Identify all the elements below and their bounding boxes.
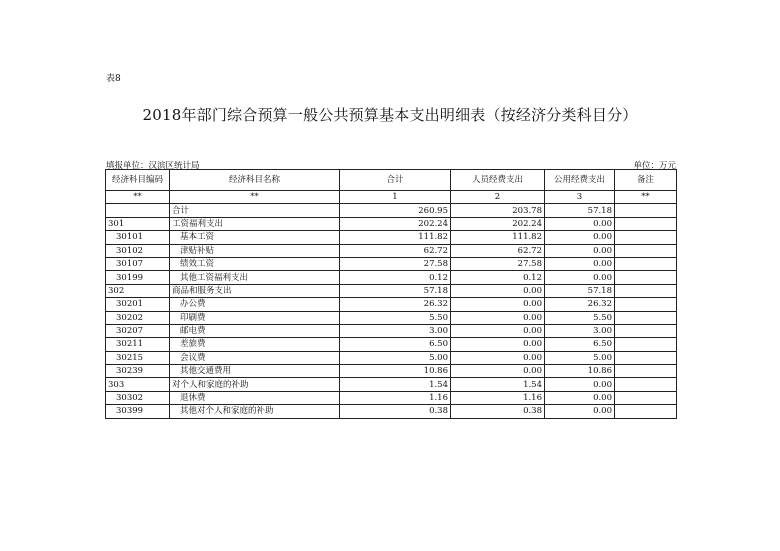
name-cell: 其他工资福利支出 bbox=[170, 271, 340, 284]
public-cell: 10.86 bbox=[545, 365, 615, 378]
header-note: 备注 bbox=[615, 170, 677, 191]
code-cell: 30207 bbox=[106, 324, 170, 337]
code-cell: 30199 bbox=[106, 271, 170, 284]
personnel-cell: 0.00 bbox=[451, 338, 545, 351]
table-row bbox=[106, 311, 677, 324]
personnel-cell: 62.72 bbox=[451, 244, 545, 257]
personnel-cell: 0.00 bbox=[451, 365, 545, 378]
personnel-cell: 27.58 bbox=[451, 257, 545, 270]
code-cell: 302 bbox=[106, 284, 170, 297]
name-cell: 退休费 bbox=[170, 391, 340, 404]
code-cell: 30239 bbox=[106, 365, 170, 378]
public-cell: 57.18 bbox=[545, 284, 615, 297]
note-cell bbox=[615, 271, 677, 284]
public-cell: 5.50 bbox=[545, 311, 615, 324]
personnel-cell: 1.16 bbox=[451, 391, 545, 404]
code-cell: 30102 bbox=[106, 244, 170, 257]
public-cell: 0.00 bbox=[545, 271, 615, 284]
code-cell: 301 bbox=[106, 217, 170, 230]
total-cell: 0.12 bbox=[340, 271, 451, 284]
table-header-row bbox=[106, 170, 677, 191]
name-cell: 绩效工资 bbox=[170, 257, 340, 270]
table-row bbox=[106, 231, 677, 244]
table-row bbox=[106, 324, 677, 337]
note-cell bbox=[615, 257, 677, 270]
note-cell bbox=[615, 244, 677, 257]
table-row bbox=[106, 284, 677, 297]
code-cell: 30215 bbox=[106, 351, 170, 364]
table-row bbox=[106, 405, 677, 418]
index-cell: 3 bbox=[545, 191, 615, 204]
personnel-cell: 1.54 bbox=[451, 378, 545, 391]
table-row bbox=[106, 257, 677, 270]
public-cell: 0.00 bbox=[545, 405, 615, 418]
public-cell: 0.00 bbox=[545, 231, 615, 244]
code-cell: 30101 bbox=[106, 231, 170, 244]
personnel-cell: 0.00 bbox=[451, 311, 545, 324]
index-row bbox=[106, 191, 677, 204]
expenditure-table bbox=[105, 169, 677, 419]
public-cell: 3.00 bbox=[545, 324, 615, 337]
note-cell bbox=[615, 311, 677, 324]
note-cell bbox=[615, 365, 677, 378]
public-cell: 0.00 bbox=[545, 244, 615, 257]
table-row bbox=[106, 204, 677, 217]
public-cell: 57.18 bbox=[545, 204, 615, 217]
name-cell: 工资福利支出 bbox=[170, 217, 340, 230]
public-cell: 0.00 bbox=[545, 257, 615, 270]
note-cell bbox=[615, 378, 677, 391]
total-cell: 5.00 bbox=[340, 351, 451, 364]
public-cell: 0.00 bbox=[545, 378, 615, 391]
page-title: 2018年部门综合预算一般公共预算基本支出明细表（按经济分类科目分） bbox=[142, 106, 638, 124]
reporting-unit: 填报单位：汉滨区统计局 bbox=[106, 161, 200, 171]
table-row bbox=[106, 391, 677, 404]
name-cell: 其他交通费用 bbox=[170, 365, 340, 378]
personnel-cell: 0.00 bbox=[451, 324, 545, 337]
total-cell: 27.58 bbox=[340, 257, 451, 270]
currency-unit: 单位：万元 bbox=[633, 161, 676, 171]
code-cell: 30107 bbox=[106, 257, 170, 270]
name-cell: 印刷费 bbox=[170, 311, 340, 324]
public-cell: 5.00 bbox=[545, 351, 615, 364]
total-cell: 26.32 bbox=[340, 298, 451, 311]
total-cell: 57.18 bbox=[340, 284, 451, 297]
index-cell: ** bbox=[170, 191, 340, 204]
public-cell: 0.00 bbox=[545, 217, 615, 230]
note-cell bbox=[615, 231, 677, 244]
personnel-cell: 0.00 bbox=[451, 298, 545, 311]
table-row bbox=[106, 378, 677, 391]
table-row bbox=[106, 351, 677, 364]
name-cell: 合计 bbox=[170, 204, 340, 217]
total-cell: 202.24 bbox=[340, 217, 451, 230]
total-cell: 62.72 bbox=[340, 244, 451, 257]
table-number: 表8 bbox=[106, 74, 121, 84]
name-cell: 津贴补贴 bbox=[170, 244, 340, 257]
personnel-cell: 202.24 bbox=[451, 217, 545, 230]
header-name: 经济科目名称 bbox=[170, 170, 340, 191]
code-cell: 30202 bbox=[106, 311, 170, 324]
note-cell bbox=[615, 204, 677, 217]
note-cell bbox=[615, 391, 677, 404]
personnel-cell: 111.82 bbox=[451, 231, 545, 244]
total-cell: 260.95 bbox=[340, 204, 451, 217]
name-cell: 邮电费 bbox=[170, 324, 340, 337]
name-cell: 会议费 bbox=[170, 351, 340, 364]
header-total: 合计 bbox=[340, 170, 451, 191]
note-cell bbox=[615, 351, 677, 364]
header-code: 经济科目编码 bbox=[106, 170, 170, 191]
total-cell: 1.16 bbox=[340, 391, 451, 404]
public-cell: 26.32 bbox=[545, 298, 615, 311]
name-cell: 办公费 bbox=[170, 298, 340, 311]
code-cell: 30201 bbox=[106, 298, 170, 311]
total-cell: 3.00 bbox=[340, 324, 451, 337]
code-cell: 30399 bbox=[106, 405, 170, 418]
index-cell: ** bbox=[106, 191, 170, 204]
total-cell: 111.82 bbox=[340, 231, 451, 244]
name-cell: 差旅费 bbox=[170, 338, 340, 351]
code-cell: 303 bbox=[106, 378, 170, 391]
name-cell: 基本工资 bbox=[170, 231, 340, 244]
table-row bbox=[106, 365, 677, 378]
note-cell bbox=[615, 298, 677, 311]
personnel-cell: 0.38 bbox=[451, 405, 545, 418]
code-cell: 30302 bbox=[106, 391, 170, 404]
name-cell: 其他对个人和家庭的补助 bbox=[170, 405, 340, 418]
note-cell bbox=[615, 405, 677, 418]
total-cell: 6.50 bbox=[340, 338, 451, 351]
total-cell: 0.38 bbox=[340, 405, 451, 418]
note-cell bbox=[615, 284, 677, 297]
header-public: 公用经费支出 bbox=[545, 170, 615, 191]
index-cell: 1 bbox=[340, 191, 451, 204]
note-cell bbox=[615, 338, 677, 351]
total-cell: 5.50 bbox=[340, 311, 451, 324]
total-cell: 10.86 bbox=[340, 365, 451, 378]
name-cell: 对个人和家庭的补助 bbox=[170, 378, 340, 391]
header-personnel: 人员经费支出 bbox=[451, 170, 545, 191]
total-cell: 1.54 bbox=[340, 378, 451, 391]
name-cell: 商品和服务支出 bbox=[170, 284, 340, 297]
public-cell: 6.50 bbox=[545, 338, 615, 351]
table-row bbox=[106, 244, 677, 257]
index-cell: 2 bbox=[451, 191, 545, 204]
index-cell: ** bbox=[615, 191, 677, 204]
code-cell: 30211 bbox=[106, 338, 170, 351]
table-row bbox=[106, 217, 677, 230]
personnel-cell: 203.78 bbox=[451, 204, 545, 217]
table-row bbox=[106, 338, 677, 351]
table-row bbox=[106, 298, 677, 311]
table-row bbox=[106, 271, 677, 284]
personnel-cell: 0.12 bbox=[451, 271, 545, 284]
public-cell: 0.00 bbox=[545, 391, 615, 404]
code-cell bbox=[106, 204, 170, 217]
personnel-cell: 0.00 bbox=[451, 284, 545, 297]
personnel-cell: 0.00 bbox=[451, 351, 545, 364]
note-cell bbox=[615, 324, 677, 337]
note-cell bbox=[615, 217, 677, 230]
